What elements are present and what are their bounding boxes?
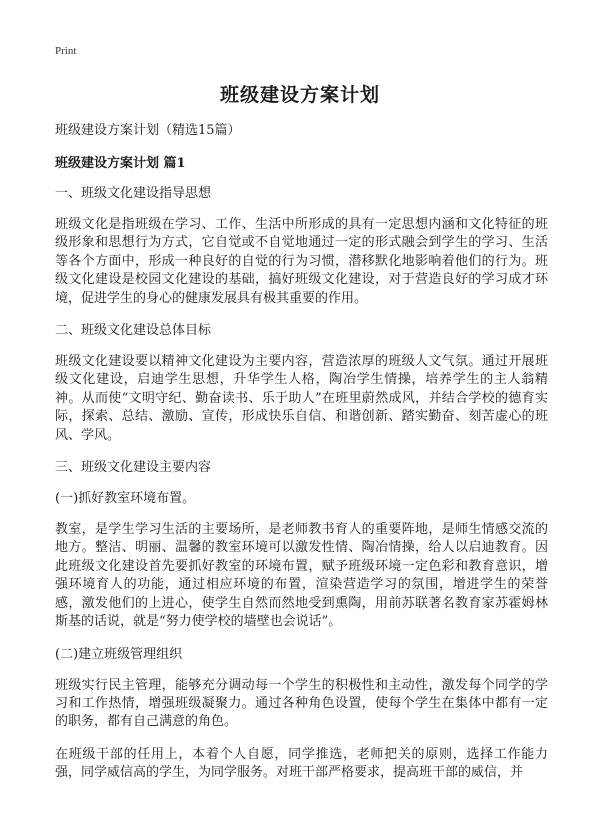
- section-heading: 三、班级文化建设主要内容: [55, 460, 212, 476]
- document-content: [55, 122, 548, 797]
- section-paragraph: 班级实行民主管理，能够充分调动每一个学生的积极性和主动性，激发每个同学的学习和工作热情，增强班级凝聚力。通过各种角色设置，使每个学生在集体中都有一定的职务，都有自己满意的角色。: [55, 677, 548, 730]
- document-title: 班级建设方案计划: [219, 84, 380, 106]
- section-paragraph: 班级文化建设要以精神文化建设为主要内容，营造浓厚的班级人文气氛。通过开展班级文化建设，启迪学生思想，升华学生人格，陶冶学生情操，培养学生的主人翁精神。从而使“文明守纪、勤奋读书、乐于助人”在班里蔚然成风，并结合学校的德育实际，探索、总结、激励、宣传，形成快乐自信、和谐创新、踏实勤奋、刻苦虚心的班风、学风。: [55, 354, 548, 443]
- print-label: Print: [55, 45, 77, 57]
- subsection-heading: (一)抓好教室环境布置。: [55, 491, 196, 507]
- document-subtitle: 班级建设方案计划（精选15篇）: [55, 123, 241, 138]
- chapter-title: 班级建设方案计划 篇1: [55, 156, 186, 171]
- section-paragraph: 在班级干部的任用上，本着个人自愿，同学推选，老师把关的原则，选择工作能力强，同学威信高的学生，为同学服务。对班干部严格要求，提高班干部的威信，并: [55, 746, 548, 781]
- section-heading: 二、班级文化建设总体目标: [55, 323, 212, 339]
- section-paragraph: 教室，是学生学习生活的主要场所，是老师教书育人的重要阵地，是师生情感交流的地方。整洁、明丽、温馨的教室环境可以激发性情、陶冶情操，给人以启迪教育。因此班级文化建设首先要抓好教室的环境布置，赋予班级环境一定色彩和教育意识，增强环境育人的功能，通过相应环境的布置，渲染营造学习的氛围，增进学生的荣誉感，激发他们的上进心，使学生自然而然地受到熏陶，用前苏联著名教育家苏霍姆林斯基的话说，就是“努力使学校的墙壁也会说话”。: [55, 522, 548, 630]
- section-heading: 一、班级文化建设指导思想: [55, 186, 212, 201]
- subsection-heading: (二)建立班级管理组织: [55, 646, 183, 662]
- section-paragraph: 班级文化是指班级在学习、工作、生活中所形成的具有一定思想内涵和文化特征的班级形象和思想行为方式，它自觉或不自觉地通过一定的形式融会到学生的学习、生活等各个方面中，形成一种良好的自觉的行为习惯，潜移默化地影响着他们的行为。班级文化建设是校园文化建设的基础，搞好班级文化建设，对于营造良好的学习成才环境，促进学生的身心的健康发展具有极其重要的作用。: [55, 217, 548, 306]
